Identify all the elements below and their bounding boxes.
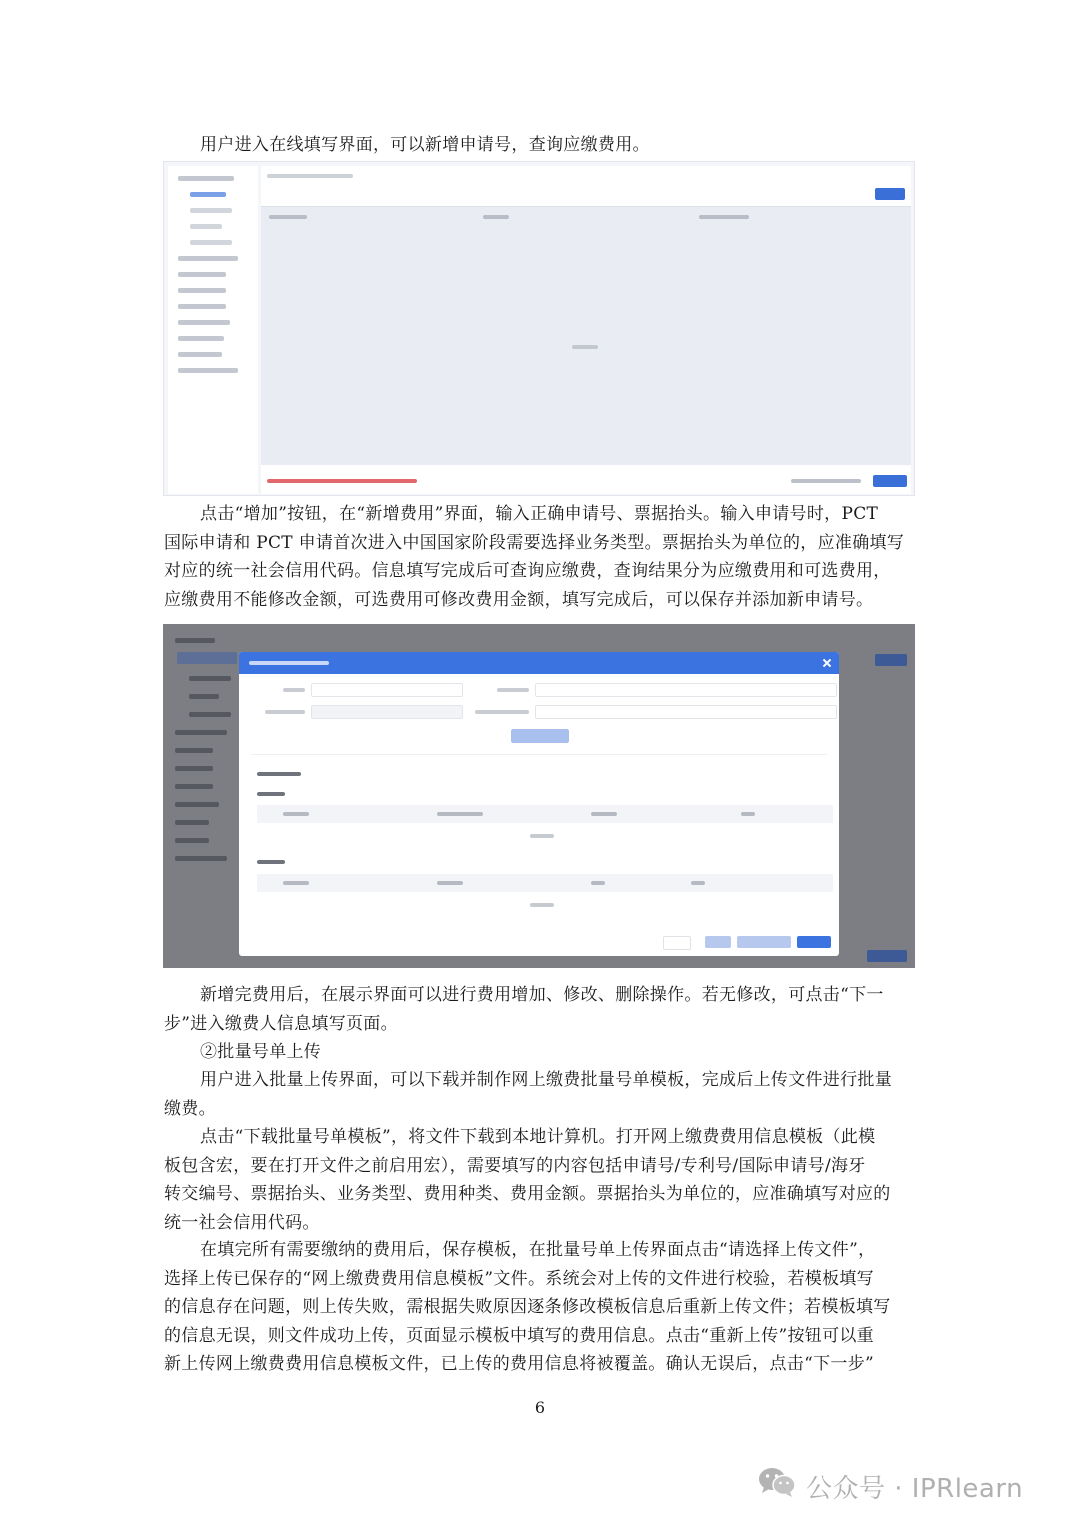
reset-button bbox=[797, 936, 831, 948]
business-type-select bbox=[311, 705, 463, 719]
column-header bbox=[591, 881, 605, 885]
text-line: 选择上传已保存的“网上缴费费用信息模板”文件。系统会对上传的文件进行校验，若模板填写 bbox=[164, 1268, 874, 1289]
column-header bbox=[283, 881, 309, 885]
total-amount-label bbox=[257, 772, 301, 776]
footer-total bbox=[791, 479, 861, 483]
text-line: 用户进入批量上传界面，可以下载并制作网上缴费批量号单模板，完成后上传文件进行批量 bbox=[200, 1070, 892, 1090]
column-header bbox=[437, 812, 483, 816]
text-line: 的信息存在问题，则上传失败，需根据失败原因逐条修改模板信息后重新上传文件；若模板填写 bbox=[164, 1297, 891, 1317]
column-header bbox=[283, 812, 309, 816]
sidebar-item bbox=[175, 638, 215, 643]
sidebar-item bbox=[175, 748, 213, 753]
page-number: 6 bbox=[534, 1398, 546, 1417]
column-header bbox=[437, 881, 463, 885]
application-number-input bbox=[311, 683, 463, 697]
query-button bbox=[511, 729, 569, 743]
empty-state bbox=[530, 834, 554, 838]
column-header bbox=[741, 812, 755, 816]
column-header bbox=[691, 881, 705, 885]
batch-upload-paragraph bbox=[164, 1066, 916, 1123]
required-fees-title bbox=[257, 792, 285, 796]
sidebar-item bbox=[178, 352, 222, 357]
sidebar-item bbox=[190, 208, 232, 213]
text-line: 板包含宏，要在打开文件之前启用宏），需要填写的内容包括申请号/专利号/国际申请号/海牙 bbox=[164, 1155, 866, 1176]
online-fill-screenshot bbox=[163, 161, 915, 496]
next-button bbox=[867, 950, 907, 962]
sidebar-item bbox=[178, 272, 226, 277]
text-line: 新增完费用后，在展示界面可以进行费用增加、修改、删除操作。若无修改，可点击“下一 bbox=[200, 985, 884, 1005]
text-line: 步”进入缴费人信息填写页面。 bbox=[164, 1013, 398, 1034]
sidebar-item bbox=[178, 336, 224, 341]
sidebar-menu bbox=[168, 166, 258, 494]
invoice-title-input bbox=[535, 683, 837, 697]
watermark bbox=[758, 1462, 1058, 1506]
column-header bbox=[483, 215, 509, 219]
text-line: 应缴费用不能修改金额，可选费用可修改费用金额，填写完成后，可以保存并添加新申请号。 bbox=[164, 589, 874, 610]
sidebar-item bbox=[189, 694, 219, 699]
main-panel bbox=[261, 166, 911, 494]
field-label bbox=[265, 710, 305, 714]
divider bbox=[251, 754, 827, 755]
add-fee-dialog bbox=[239, 652, 839, 956]
dialog-header bbox=[239, 652, 839, 674]
wechat-icon bbox=[758, 1466, 796, 1498]
required-fees-header bbox=[257, 805, 833, 823]
text-line: 点击“增加”按钮，在“新增费用”界面，输入正确申请号、票据抬头。输入申请号时，PCT bbox=[200, 504, 879, 524]
data-table bbox=[261, 206, 911, 465]
sidebar-item bbox=[178, 256, 238, 261]
sidebar-item bbox=[175, 820, 209, 825]
sidebar-item bbox=[178, 368, 238, 373]
template-paragraph bbox=[164, 1123, 916, 1237]
empty-state bbox=[572, 345, 598, 349]
sidebar-item bbox=[178, 320, 230, 325]
text-line: 转交编号、票据抬头、业务类型、费用种类、费用金额。票据抬头为单位的，应准确填写对应的 bbox=[164, 1184, 891, 1204]
column-header bbox=[699, 215, 749, 219]
heading-text: ②批量号单上传 bbox=[200, 1042, 322, 1062]
sidebar-item bbox=[189, 712, 231, 717]
optional-fees-header bbox=[257, 874, 833, 892]
sidebar-item bbox=[175, 838, 209, 843]
credit-code-input bbox=[535, 705, 837, 719]
text-line: 缴费。 bbox=[164, 1098, 216, 1119]
optional-fees-title bbox=[257, 860, 285, 864]
intro-text: 用户进入在线填写界面，可以新增申请号，查询应缴费用。 bbox=[200, 135, 650, 155]
sidebar-item bbox=[190, 240, 232, 245]
intro-paragraph bbox=[164, 131, 916, 160]
empty-state bbox=[530, 903, 554, 907]
dialog-title bbox=[249, 661, 329, 665]
close-icon bbox=[823, 659, 831, 667]
sidebar-item bbox=[178, 304, 226, 309]
sidebar-item bbox=[175, 766, 213, 771]
after-add-paragraph bbox=[164, 981, 916, 1038]
watermark-text: 公众号 · IPRlearn bbox=[806, 1474, 1024, 1504]
sidebar-item bbox=[190, 224, 222, 229]
footer-hint bbox=[267, 479, 417, 483]
add-fee-dialog-screenshot bbox=[163, 624, 915, 968]
next-button bbox=[873, 475, 907, 487]
text-line: 在填完所有需要缴纳的费用后，保存模板，在批量号单上传界面点击“请选择上传文件”， bbox=[200, 1240, 876, 1260]
sidebar-item bbox=[175, 784, 213, 789]
save-and-add-button bbox=[737, 936, 791, 948]
text-line: 点击“下载批量号单模板”，将文件下载到本地计算机。打开网上缴费费用信息模板（此模 bbox=[200, 1127, 876, 1147]
text-line: 国际申请和 PCT 申请首次进入中国国家阶段需要选择业务类型。票据抬头为单位的，应准确填写 bbox=[164, 532, 905, 553]
sidebar-item bbox=[175, 730, 227, 735]
upload-validation-paragraph bbox=[164, 1236, 916, 1379]
sidebar-item bbox=[175, 802, 219, 807]
add-button bbox=[875, 188, 905, 200]
save-button bbox=[705, 936, 731, 948]
column-header bbox=[269, 215, 307, 219]
add-fee-paragraph bbox=[164, 500, 916, 614]
sidebar-item-active bbox=[177, 652, 237, 664]
sidebar-item bbox=[175, 856, 227, 861]
add-button bbox=[875, 654, 907, 666]
column-header bbox=[591, 812, 617, 816]
text-line: 对应的统一社会信用代码。信息填写完成后可查询应缴费，查询结果分为应缴费用和可选费用， bbox=[164, 561, 891, 581]
sidebar-item bbox=[178, 176, 234, 181]
field-label bbox=[283, 688, 305, 692]
sidebar-item-active bbox=[190, 192, 226, 197]
field-label bbox=[497, 688, 529, 692]
back-button bbox=[663, 936, 691, 950]
text-line: 的信息无误，则文件成功上传，页面显示模板中填写的费用信息。点击“重新上传”按钮可以重 bbox=[164, 1325, 874, 1346]
sidebar-item bbox=[189, 676, 231, 681]
text-line: 统一社会信用代码。 bbox=[164, 1212, 320, 1233]
sidebar-item bbox=[178, 288, 226, 293]
breadcrumb bbox=[267, 174, 353, 178]
section-heading bbox=[164, 1038, 916, 1067]
text-line: 新上传网上缴费费用信息模板文件，已上传的费用信息将被覆盖。确认无误后，点击“下一步” bbox=[164, 1354, 874, 1374]
field-label bbox=[475, 710, 529, 714]
